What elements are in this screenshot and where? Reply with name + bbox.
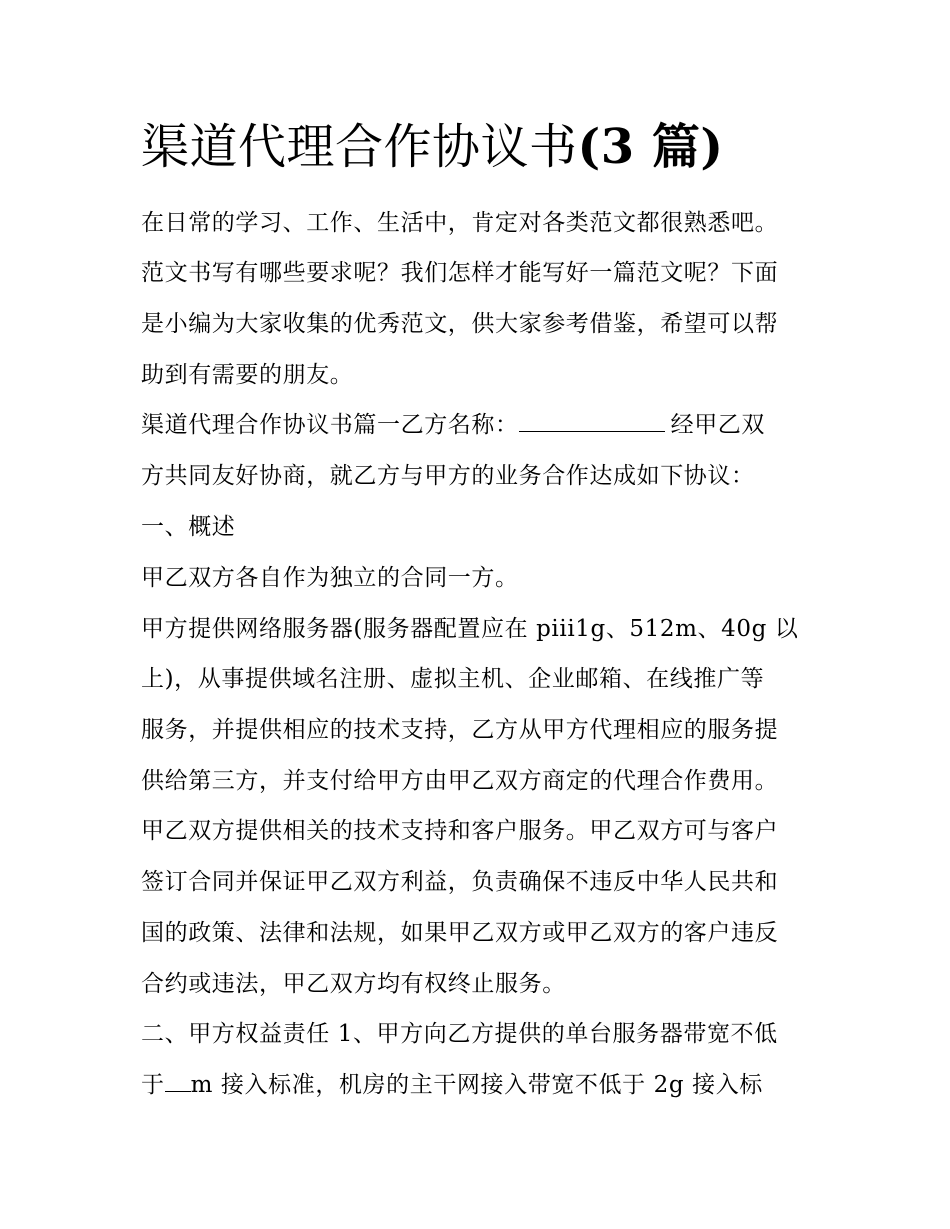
party-b-name-label: 渠道代理合作协议书篇一乙方名称： [141, 412, 519, 438]
bandwidth-blank [165, 1071, 191, 1092]
paragraph-line: 国的政策、法律和法规，如果甲乙双方或甲乙双方的客户违反 [141, 920, 779, 946]
paragraph-line: 在日常的学习、工作、生活中，肯定对各类范文都很熟悉吧。 [141, 210, 779, 236]
paragraph-line [141, 1070, 763, 1100]
paragraph-line: 甲乙双方各自作为独立的合同一方。 [141, 565, 519, 591]
paragraph-line: 甲乙双方提供相关的技术支持和客户服务。甲乙双方可与客户 [141, 818, 779, 844]
section-heading: 一、概述 [141, 514, 236, 540]
paragraph-line: 供给第三方，并支付给甲方由甲乙双方商定的代理合作费用。 [141, 768, 779, 794]
paragraph-line: 方共同友好协商，就乙方与甲方的业务合作达成如下协议： [141, 463, 755, 489]
paragraph-line: 服务，并提供相应的技术支持，乙方从甲方代理相应的服务提 [141, 717, 779, 743]
paragraph-line: 签订合同并保证甲乙双方利益，负责确保不违反中华人民共和 [141, 869, 779, 895]
party-b-name-blank [519, 411, 665, 432]
line-continuation: m 接入标准，机房的主干网接入带宽不低于 2g 接入标 [190, 1072, 763, 1098]
paragraph-line: 是小编为大家收集的优秀范文，供大家参考借鉴，希望可以帮 [141, 311, 779, 337]
line-start: 于 [141, 1072, 165, 1098]
line-continuation: 经甲乙双 [670, 412, 766, 438]
title-suffix: (3 篇) [577, 119, 724, 175]
paragraph-line: 范文书写有哪些要求呢？我们怎样才能写好一篇范文呢？下面 [141, 260, 779, 286]
paragraph-line: 合约或违法，甲乙双方均有权终止服务。 [141, 971, 566, 997]
document-title [141, 114, 724, 180]
paragraph-line: 助到有需要的朋友。 [141, 362, 354, 388]
paragraph-line: 上)，从事提供域名注册、虚拟主机、企业邮箱、在线推广等 [141, 666, 765, 692]
paragraph-line: 甲方提供网络服务器(服务器配置应在 piii1g、512m、40g 以 [141, 616, 799, 642]
title-main: 渠道代理合作协议书 [141, 119, 578, 175]
section-heading: 二、甲方权益责任 1、甲方向乙方提供的单台服务器带宽不低 [141, 1021, 778, 1047]
paragraph-line [141, 410, 765, 440]
